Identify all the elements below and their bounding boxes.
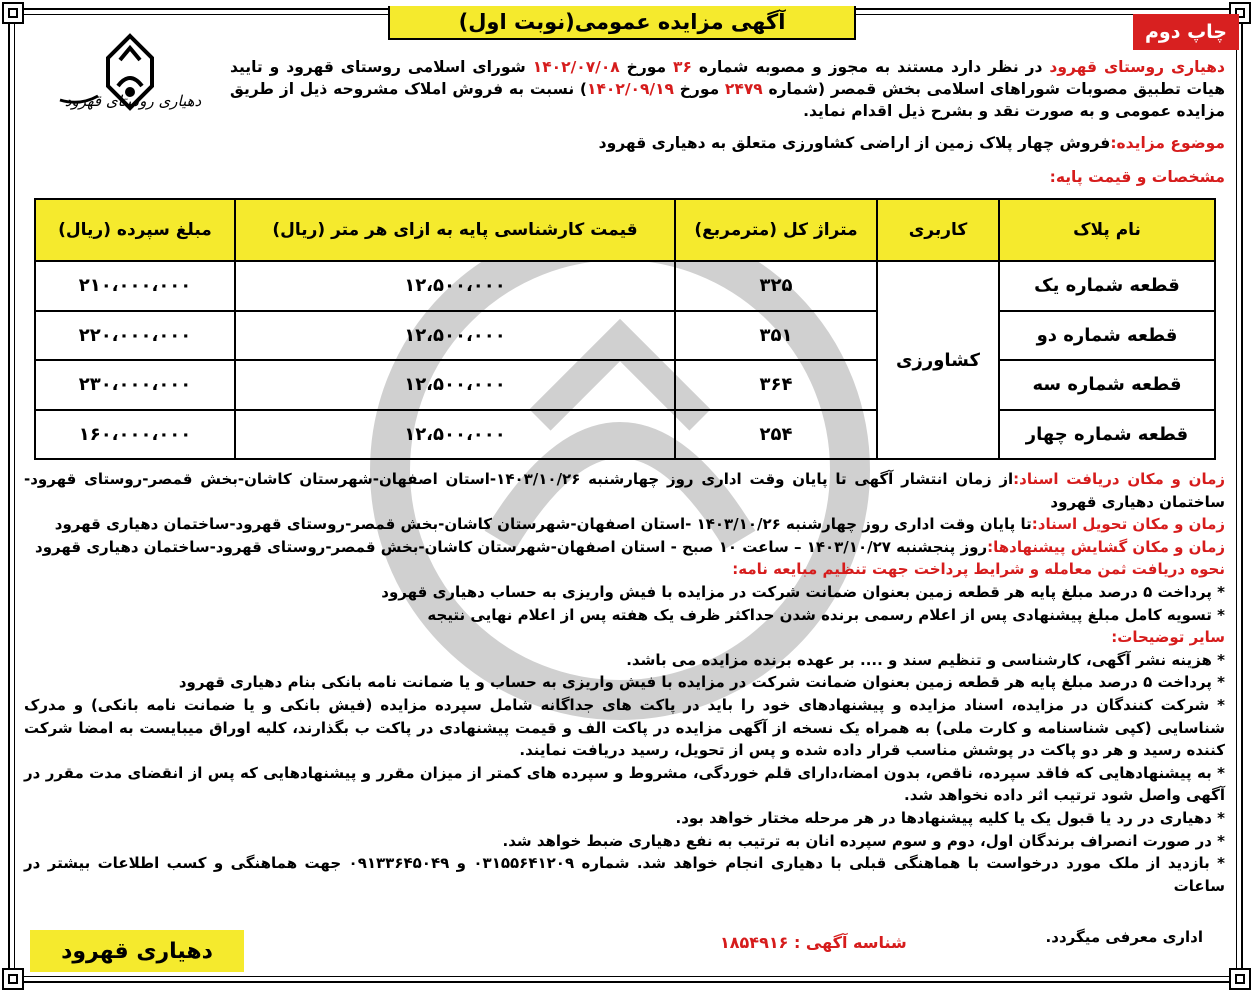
subject-text: فروش چهار پلاک زمین از اراضی کشاورزی متعلق به دهیاری قهرود [598,134,1111,152]
note-item: * پرداخت ۵ درصد مبلغ پایه هر قطعه زمین بعنوان ضمانت شرکت در مزایده با فیش واریزی به حساب و یا ضمانت نامه بانکی بنام دهیاری قهرود [178,673,1225,692]
plot-price: ۱۲،۵۰۰،۰۰۰ [235,410,675,460]
note-item: * شرکت کنندگان در مزایده، اسناد مزایده و پیشنهادهای خود را باید در پاکت های جداگانه شامل سپرده مزایده (فیش بانکی و یا ضمانت نامه بانکی) و مدرک شناسایی (کپی شناسنامه و کارت ملی) به همراه یک نسخه از آگهی مزایده در پاکت الف و قیمت پیشنهادی در پاکت ب بگذارند، کلیه اوراق میبایست به امضا شرکت کننده رسید و هر دو پاکت در پوشش مناسب قرار داده شده و پس از تحویل، رسید دریافت نمایند. [24,695,1225,760]
payment-heading: نحوه دریافت ثمن معامله و شرایط پرداخت جهت تنظیم مبایعه نامه: [732,560,1225,579]
ad-id [720,933,907,952]
logo-caption: دهیاری روستای قهرود [64,92,202,110]
note-last-line: اداری معرفی میگردد. [1045,928,1203,946]
header-plot: نام پلاک [999,199,1215,261]
header-area: متراژ کل (مترمربع) [675,199,877,261]
corner-ornament-bottom-left [2,968,24,990]
plot-deposit: ۲۱۰،۰۰۰،۰۰۰ [35,261,235,311]
header-price: قیمت کارشناسی پایه به ازای هر متر (ریال) [235,199,675,261]
approval-number: ۲۴۷۹ [724,80,763,98]
schedule-opening [24,536,1225,559]
plot-name: قطعه شماره دو [999,311,1215,361]
intro-part5: ) نسبت به فروش املاک مشروحه ذیل از طریق مزایده عمومی و به صورت نقد و بشرح ذیل اقدام نماید. [230,80,1225,120]
auction-subject [230,132,1225,154]
plot-area: ۳۶۴ [675,360,877,410]
plot-area: ۳۵۱ [675,311,877,361]
schedule-label: زمان و مکان دریافت اسناد: [1013,470,1225,488]
note-item: * در صورت انصراف برندگان اول، دوم و سوم سپرده انان به ترتیب به نفع دهیاری ضبط خواهد شد. [502,831,1225,850]
plot-deposit: ۲۳۰،۰۰۰،۰۰۰ [35,360,235,410]
intro-paragraph [230,56,1225,122]
schedule-receive [24,468,1225,513]
ad-id-value: ۱۸۵۴۹۱۶ [720,933,789,952]
corner-ornament-top-left [2,2,24,24]
intro-part3: شورای اسلامی روستای قهرود و تایید هیات تطبیق مصوبات شوراهای اسلامی بخش قمصر (شماره [230,58,1226,98]
schedule-text: از زمان انتشار آگهی تا پایان وقت اداری روز چهارشنبه ۱۴۰۳/۱۰/۲۶-استان اصفهان-شهرستان کاشان-بخش قمصر-روستای قهرود-ساختمان دهیاری قهرود [24,470,1225,511]
schedule-deliver [24,513,1225,536]
header-deposit: مبلغ سپرده (ریال) [35,199,235,261]
resolution-date: ۱۴۰۲/۰۷/۰۸ [532,58,620,76]
table-header-row [35,199,1215,261]
plot-usage: کشاورزی [877,261,999,459]
ad-id-label: شناسه آگهی : [793,933,907,952]
payment-item: * پرداخت ۵ درصد مبلغ پایه هر قطعه زمین بعنوان ضمانت شرکت در مزایده با فیش واریزی به حساب دهیاری قهرود [381,582,1225,601]
approval-date: ۱۴۰۲/۰۹/۱۹ [587,80,675,98]
intro-part2: مورخ [619,58,674,76]
note-item: * هزینه نشر آگهی، کارشناسی و تنظیم سند و .... بر عهده برنده مزایده می باشد. [626,650,1225,669]
spec-heading: مشخصات و قیمت پایه: [1049,168,1225,186]
schedule-text: تا پایان وقت اداری روز چهارشنبه ۱۴۰۳/۱۰/۲۶ -استان اصفهان-شهرستان کاشان-بخش قمصر-روستای قهرود-ساختمان دهیاری قهرود [54,515,1032,534]
plot-area: ۲۵۴ [675,410,877,460]
table-row [35,360,1215,410]
plot-price: ۱۲،۵۰۰،۰۰۰ [235,311,675,361]
intro-org: دهیاری روستای قهرود [1049,58,1226,76]
village-council-logo-icon [40,30,220,126]
schedule-label: زمان و مکان گشایش پیشنهادها: [987,537,1225,556]
plot-name: قطعه شماره یک [999,261,1215,311]
plots-table-wrap [34,198,1216,460]
plot-price: ۱۲،۵۰۰،۰۰۰ [235,360,675,410]
intro-part1: در نظر دارد مستند به مجوز و مصوبه شماره [691,58,1050,76]
intro-part4: مورخ [674,80,725,98]
note-item: * بازدید از ملک مورد درخواست با هماهنگی قبلی با دهیاری انجام خواهد شد. شماره ۰۳۱۵۵۶۴۱۲۰۹ و ۰۹۱۳۳۶۴۵۰۴۹ جهت هماهنگی و کسب اطلاعات بیشتر در ساعات [24,854,1225,895]
plot-deposit: ۱۶۰،۰۰۰،۰۰۰ [35,410,235,460]
table-row [35,410,1215,460]
footer-org-name: دهیاری قهرود [30,930,244,972]
table-row [35,311,1215,361]
schedule-text: روز پنجشنبه ۱۴۰۳/۱۰/۲۷ – ساعت ۱۰ صبح - استان اصفهان-شهرستان کاشان-بخش قمصر-روستای قهرود-ساختمان دهیاری قهرود [35,537,988,556]
plot-name: قطعه شماره سه [999,360,1215,410]
subject-label: موضوع مزایده: [1110,134,1225,152]
details-section [24,468,1225,897]
table-row [35,261,1215,311]
plot-area: ۳۲۵ [675,261,877,311]
plot-name: قطعه شماره چهار [999,410,1215,460]
resolution-number: ۳۶ [673,58,692,76]
notes-heading: سایر توضیحات: [1111,628,1225,647]
plots-table [34,198,1216,460]
note-item: * به پیشنهادهایی که فاقد سپرده، ناقص، بدون امضا،دارای قلم خوردگی، مشروط و سپرده های کمتر از میزان مقرر و پیشنهادهایی که پس از انقضای مدت مقرر در آگهی واصل شود ترتیب اثر داده نخواهد شد. [24,763,1225,805]
plot-deposit: ۲۲۰،۰۰۰،۰۰۰ [35,311,235,361]
notice-title: آگهی مزایده عمومی(نوبت اول) [388,6,856,40]
schedule-label: زمان و مکان تحویل اسناد: [1031,515,1225,534]
corner-ornament-bottom-right [1229,968,1251,990]
note-item: * دهیاری در رد یا قبول یک یا کلیه پیشنهادها در هر مرحله مختار خواهد بود. [675,808,1225,827]
payment-item: * تسویه کامل مبلغ پیشنهادی پس از اعلام رسمی برنده شدن حداکثر ظرف یک هفته پس از اعلام نهایی نتیجه [427,605,1225,624]
plot-price: ۱۲،۵۰۰،۰۰۰ [235,261,675,311]
edition-badge: چاپ دوم [1133,14,1239,50]
header-usage: کاربری [877,199,999,261]
